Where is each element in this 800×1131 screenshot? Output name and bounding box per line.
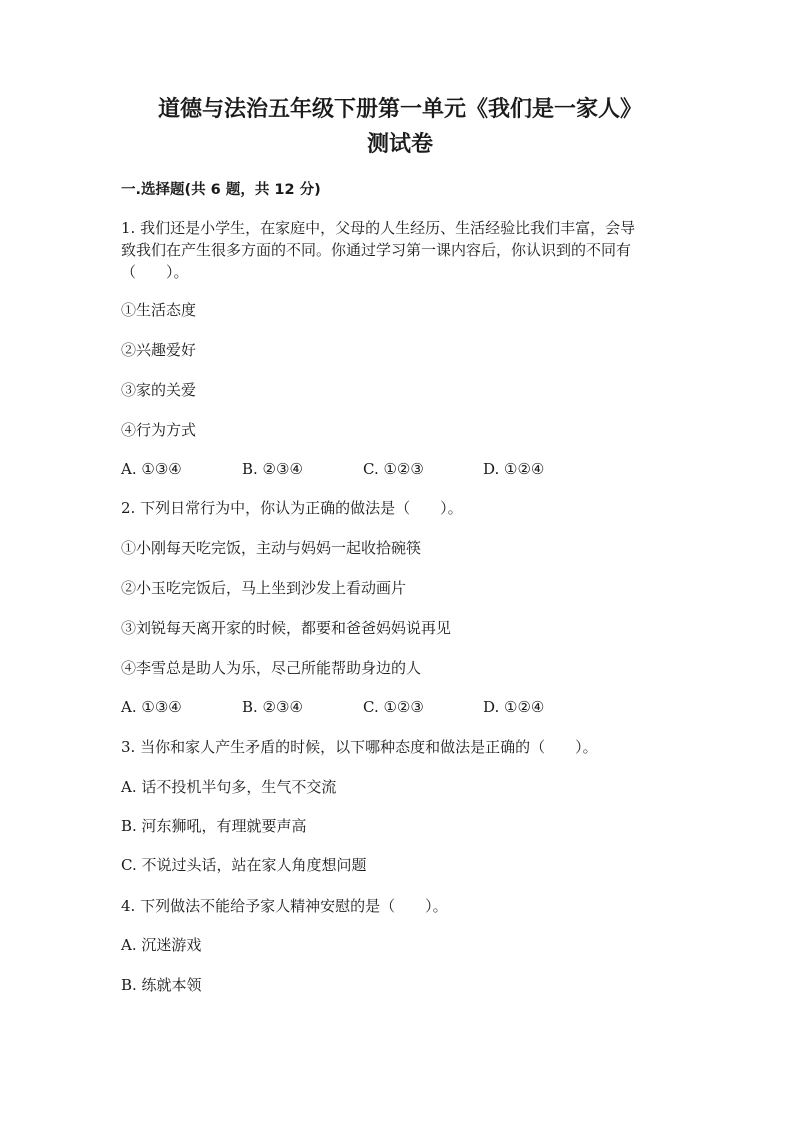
- question-1-item: ①生活态度: [121, 301, 197, 319]
- option-a: A. ①③④: [121, 698, 182, 716]
- question-3-option-a: A. 话不投机半句多，生气不交流: [121, 778, 337, 796]
- question-1-stem-line3: （ ）。: [121, 263, 189, 281]
- question-1-item: ③家的关爱: [121, 381, 197, 399]
- question-4-stem: 4. 下列做法不能给予家人精神安慰的是（ ）。: [121, 897, 448, 915]
- page-title: 道德与法治五年级下册第一单元《我们是一家人》: [157, 97, 642, 122]
- question-2-item: ①小刚每天吃完饭，主动与妈妈一起收拾碗筷: [121, 539, 422, 557]
- question-2-item: ③刘锐每天离开家的时候，都要和爸爸妈妈说再见: [121, 619, 452, 637]
- question-3-stem: 3. 当你和家人产生矛盾的时候，以下哪种态度和做法是正确的（ ）。: [121, 738, 598, 756]
- option-a: A. ①③④: [121, 460, 182, 478]
- question-3-option-b: B. 河东狮吼，有理就要声高: [121, 817, 307, 835]
- section-heading: 一.选择题(共 6 题，共 12 分): [121, 182, 321, 198]
- question-2-stem: 2. 下列日常行为中，你认为正确的做法是（ ）。: [121, 499, 463, 517]
- question-1-stem-line1: 1. 我们还是小学生，在家庭中，父母的人生经历、生活经验比我们丰富，会导: [121, 219, 636, 237]
- question-4-option-b: B. 练就本领: [121, 976, 202, 994]
- question-1-stem-line2: 致我们在产生很多方面的不同。你通过学习第一课内容后，你认识到的不同有: [121, 241, 632, 259]
- page-title-line2: 测试卷: [366, 132, 433, 157]
- option-b: B. ②③④: [242, 698, 303, 716]
- question-2-item: ②小玉吃完饭后，马上坐到沙发上看动画片: [121, 579, 407, 597]
- question-2-item: ④李雪总是助人为乐，尽己所能帮助身边的人: [121, 659, 422, 677]
- question-1-item: ④行为方式: [121, 421, 197, 439]
- question-4-option-a: A. 沉迷游戏: [121, 936, 202, 954]
- option-d: D. ①②④: [483, 698, 545, 716]
- option-c: C. ①②③: [363, 698, 424, 716]
- option-b: B. ②③④: [242, 460, 303, 478]
- question-3-option-c: C. 不说过头话，站在家人角度想问题: [121, 856, 367, 874]
- option-c: C. ①②③: [363, 460, 424, 478]
- question-1-item: ②兴趣爱好: [121, 341, 197, 359]
- option-d: D. ①②④: [483, 460, 545, 478]
